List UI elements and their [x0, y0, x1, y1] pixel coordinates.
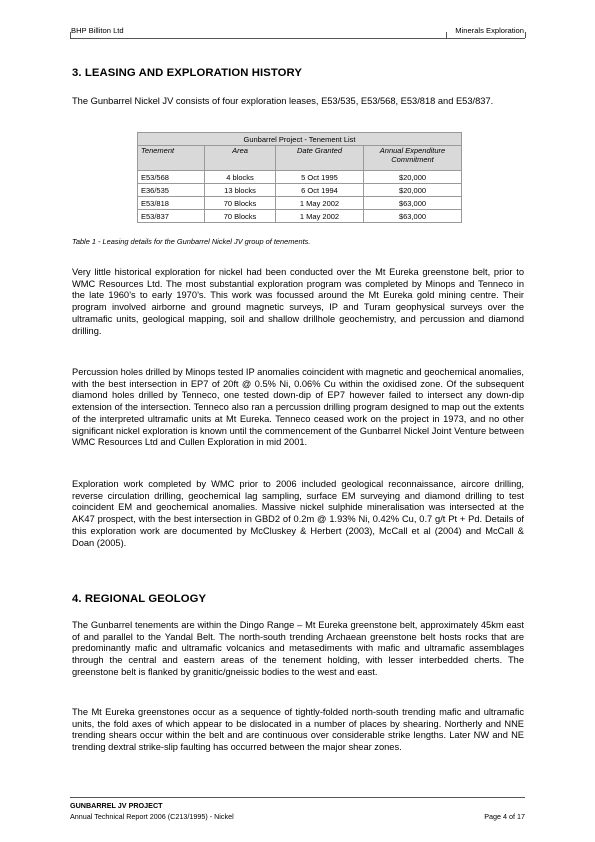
- tenement-table-caption: Gunbarrel Project - Tenement List: [138, 133, 462, 146]
- cell-expenditure: $63,000: [364, 197, 462, 210]
- section-4-paragraph-1: The Gunbarrel tenements are within the Dingo Range – Mt Eureka greenstone belt, approximately 45km east of and parallel to the Yandal Belt. The north-south trending Archaean greenstone belt hosts rocks that are predominantly mafic and ultramafic volcanics and metasediments with mafic and ultramafic assemblages through the central and eastern areas of the tenement holding, with lesser interbedded cherts. The greenstone belt is flanked by granitic/gneissic bodies to the west and east.: [72, 620, 524, 677]
- cell-tenement: E53/568: [138, 171, 205, 184]
- section-3-paragraph-1: Very little historical exploration for nickel had been conducted over the Mt Eureka greenstone belt, prior to WMC Resources Ltd. The most substantial exploration program was completed by Minops and Tenneco in the late 1960’s to early 1970’s. This work was focussed around the Mt Eureka gold mining centre. Their program involved airborne and ground magnetic surveys, IP and Turam geophysical surveys over the ultramafic units, geological mapping, soil and shallow drillhole geochemistry, and percussion and diamond drilling.: [72, 267, 524, 336]
- table-header-row: [138, 146, 462, 171]
- cell-tenement: E53/837: [138, 210, 205, 223]
- section-3-paragraph-3: Exploration work completed by WMC prior to 2006 included geological reconnaissance, aircore drilling, reverse circulation drilling, geochemical lag sampling, surface EM surveying and diamond drilling to test coincident EM and geochemical anomalies. Massive nickel sulphide mineralisation was intersected at the AK47 prospect, with the best intersection in GBD2 of 0.2m @ 1.93% Ni, 0.42% Cu, 0.7 g/t Pt + Pd. Details of this exploration work are documented by McCluskey & Herbert (2003), McCall et al (2004) and McCall & Doan (2005).: [72, 479, 524, 548]
- header-company: BHP Billiton Ltd: [71, 26, 124, 35]
- col-header-date-granted: Date Granted: [276, 146, 364, 171]
- page-footer: [70, 801, 525, 821]
- footer-rule: [70, 797, 525, 798]
- header-department: Minerals Exploration: [455, 26, 524, 35]
- tenement-table: [137, 132, 462, 223]
- cell-tenement: E53/818: [138, 197, 205, 210]
- cell-date: 1 May 2002: [276, 197, 364, 210]
- cell-tenement: E36/535: [138, 184, 205, 197]
- section-3-heading: 3. LEASING AND EXPLORATION HISTORY: [72, 67, 302, 79]
- header-tick-mid: [446, 32, 447, 38]
- page-header: [70, 26, 525, 38]
- cell-expenditure: $20,000: [364, 171, 462, 184]
- cell-expenditure: $63,000: [364, 210, 462, 223]
- cell-date: 6 Oct 1994: [276, 184, 364, 197]
- table-row: [138, 184, 462, 197]
- section-3-intro: The Gunbarrel Nickel JV consists of four exploration leases, E53/535, E53/568, E53/818 and E53/837.: [72, 96, 494, 106]
- header-tick-right: [525, 32, 526, 38]
- footer-project-title: GUNBARREL JV PROJECT: [70, 801, 163, 810]
- table-row: [138, 197, 462, 210]
- col-header-area: Area: [205, 146, 276, 171]
- cell-expenditure: $20,000: [364, 184, 462, 197]
- footer-report-subtitle: Annual Technical Report 2006 (C213/1995) - Nickel: [70, 812, 234, 821]
- header-rule: [70, 38, 525, 39]
- table-row: [138, 210, 462, 223]
- cell-date: 5 Oct 1995: [276, 171, 364, 184]
- section-4-heading: 4. REGIONAL GEOLOGY: [72, 593, 207, 605]
- cell-date: 1 May 2002: [276, 210, 364, 223]
- col-header-annual-expenditure: Annual Expenditure Commitment: [364, 146, 462, 171]
- cell-area: 70 Blocks: [205, 197, 276, 210]
- table-caption: Table 1 - Leasing details for the Gunbarrel Nickel JV group of tenements.: [72, 237, 311, 246]
- table-row: [138, 171, 462, 184]
- header-tick-left: [70, 32, 71, 38]
- section-3-paragraph-2: Percussion holes drilled by Minops tested IP anomalies coincident with magnetic and geochemical anomalies, with the best intersection in EP7 of 20ft @ 0.5% Ni, 0.06% Cu within the oxidised zone. Of the subsequent diamond holes drilled by Tenneco, one tested down-dip of EP7 however failed to intersect any down-dip extension of the intersection. Tenneco also ran a percussion drilling program designed to map out the extents of the interpreted ultramafic units at Mt Eureka. Tenneco ceased work on the project in 1973, and no other significant nickel exploration is known until the commencement of the Gunbarrel Nickel Joint Venture between WMC Resources Ltd and Cullen Exploration in mid 2001.: [72, 367, 524, 448]
- cell-area: 70 Blocks: [205, 210, 276, 223]
- cell-area: 4 blocks: [205, 171, 276, 184]
- col-header-tenement: Tenement: [138, 146, 205, 171]
- cell-area: 13 blocks: [205, 184, 276, 197]
- section-4-paragraph-2: The Mt Eureka greenstones occur as a sequence of tightly-folded north-south trending mafic and ultramafic units, the fold axes of which appear to be dislocated in a number of places by shearing. Northerly and NNE trending shears occur within the belt and are continuous over considerable strike lengths. Later NW and NE trending dextral strike-slip faulting has occurred between the major shear zones.: [72, 707, 524, 753]
- page-number: Page 4 of 17: [484, 812, 525, 821]
